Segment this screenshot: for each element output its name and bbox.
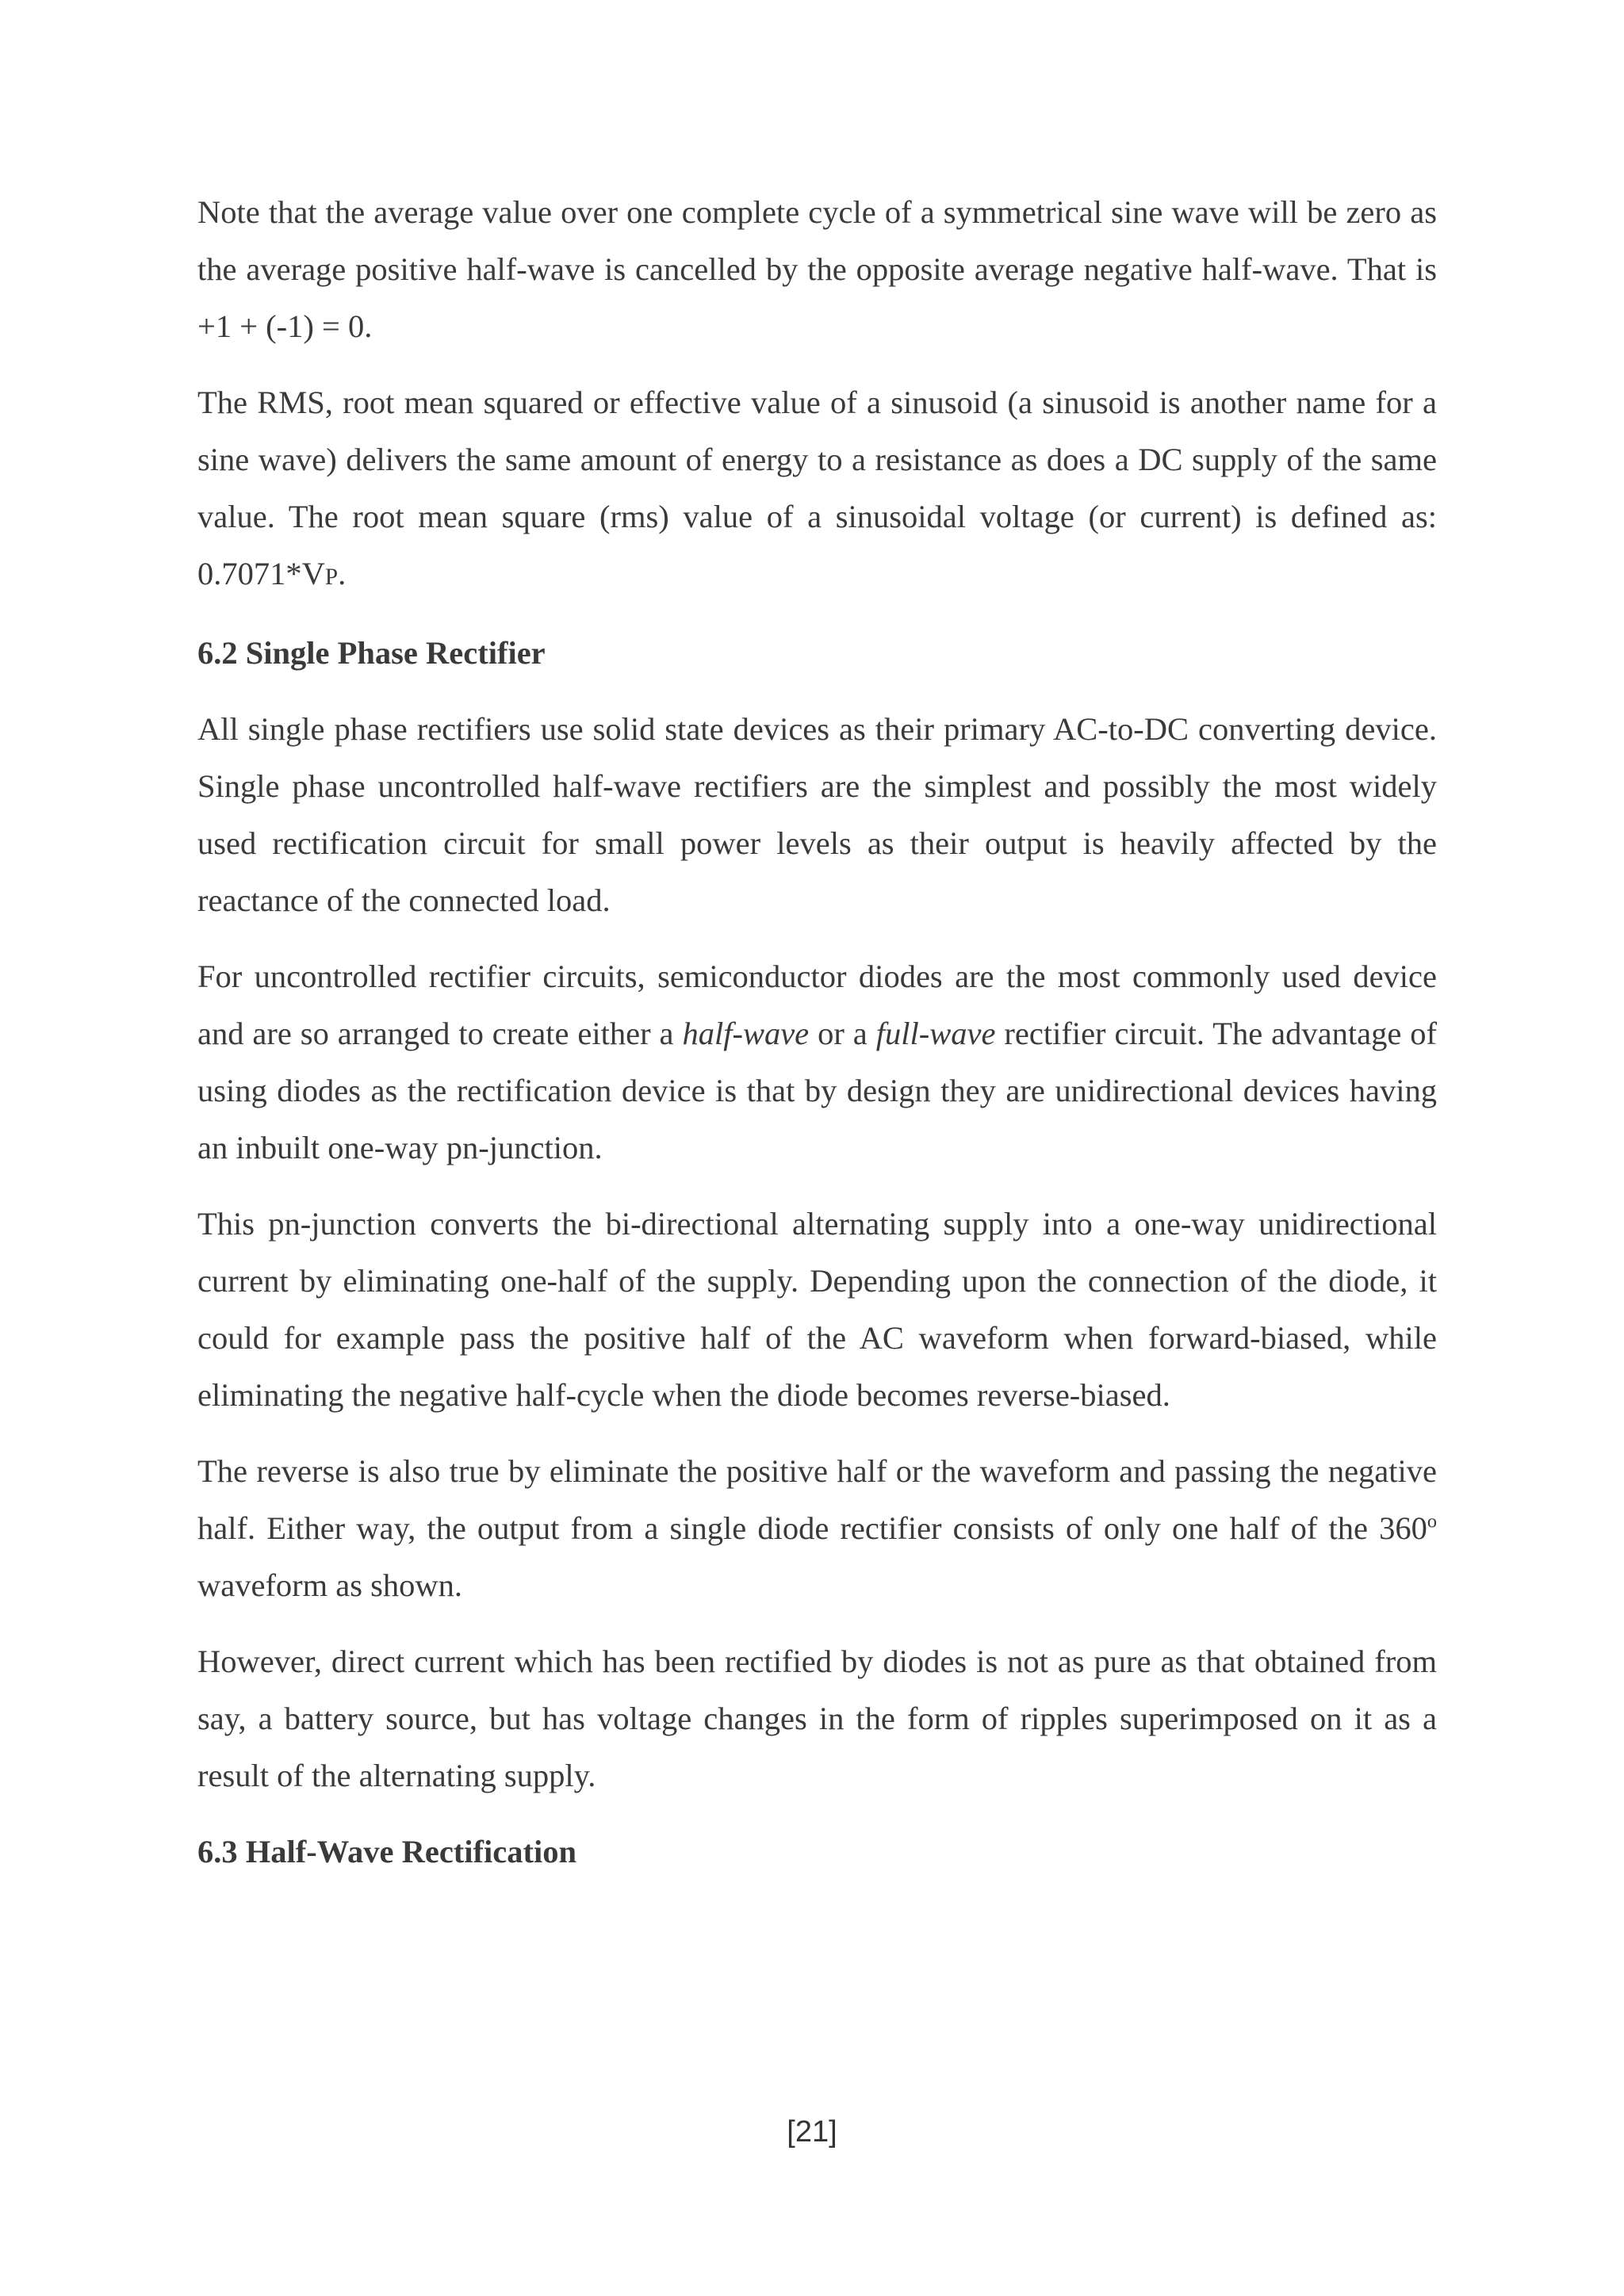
- heading-half-wave-rectification: 6.3 Half-Wave Rectification: [197, 1834, 577, 1869]
- paragraph-reverse: [197, 1443, 1437, 1614]
- half-wave-emphasis: half-wave: [682, 1016, 810, 1051]
- page-content: [197, 184, 1437, 1900]
- paragraph-uncontrolled-text-c: rectifier circuit. The advantage of using diodes as the rectification device is that by design they are unidirectional devices having an inbuilt one-way pn-junction.: [197, 1016, 1437, 1165]
- paragraph-rms: [197, 374, 1437, 606]
- paragraph-uncontrolled-text-a: For uncontrolled rectifier circuits, semiconductor diodes are the most commonly used device and are so arranged to create either a: [197, 959, 1437, 1051]
- full-wave-emphasis: full-wave: [875, 1016, 996, 1051]
- paragraph-reverse-text-b: waveform as shown.: [197, 1567, 463, 1603]
- vp-subscript: P: [324, 564, 339, 590]
- page-number: [21]: [787, 2115, 837, 2149]
- paragraph-uncontrolled-text-b: or a: [809, 1016, 876, 1051]
- paragraph-reverse-text-a: The reverse is also true by eliminate the positive half or the waveform and passing the negative half. Either way, the output from a single diode rectifier consists of only one half of the 360: [197, 1453, 1437, 1546]
- paragraph-average-value: Note that the average value over one complete cycle of a symmetrical sine wave will be zero as the average positive half-wave is cancelled by the opposite average negative half-wave. That is +1 + (-1) = 0.: [197, 194, 1437, 344]
- paragraph-single-phase: All single phase rectifiers use solid state devices as their primary AC-to-DC converting device. Single phase uncontrolled half-wave rectifiers are the simplest and possibly the most widely used rectification circuit for small power levels as their output is heavily affected by the reactance of the connected load.: [197, 711, 1437, 918]
- degree-superscript: o: [1427, 1510, 1437, 1533]
- paragraph-uncontrolled-rectifiers: [197, 948, 1437, 1177]
- heading-single-phase-rectifier: 6.2 Single Phase Rectifier: [197, 635, 546, 671]
- paragraph-ripples: However, direct current which has been rectified by diodes is not as pure as that obtained from say, a battery source, but has voltage changes in the form of ripples superimposed on it as a result of the alternating supply.: [197, 1644, 1437, 1793]
- paragraph-rms-text: The RMS, root mean squared or effective value of a sinusoid (a sinusoid is another name for a sine wave) delivers the same amount of energy to a resistance as does a DC supply of the same value. The root mean square (rms) value of a sinusoidal voltage (or current) is defined as: 0.7071*V: [197, 385, 1437, 591]
- paragraph-rms-end: .: [338, 556, 347, 591]
- paragraph-pn-junction: This pn-junction converts the bi-directional alternating supply into a one-way unidirectional current by eliminating one-half of the supply. Depending upon the connection of the diode, it could for example pass the positive half of the AC waveform when forward-biased, while eliminating the negative half-cycle when the diode becomes reverse-biased.: [197, 1206, 1437, 1413]
